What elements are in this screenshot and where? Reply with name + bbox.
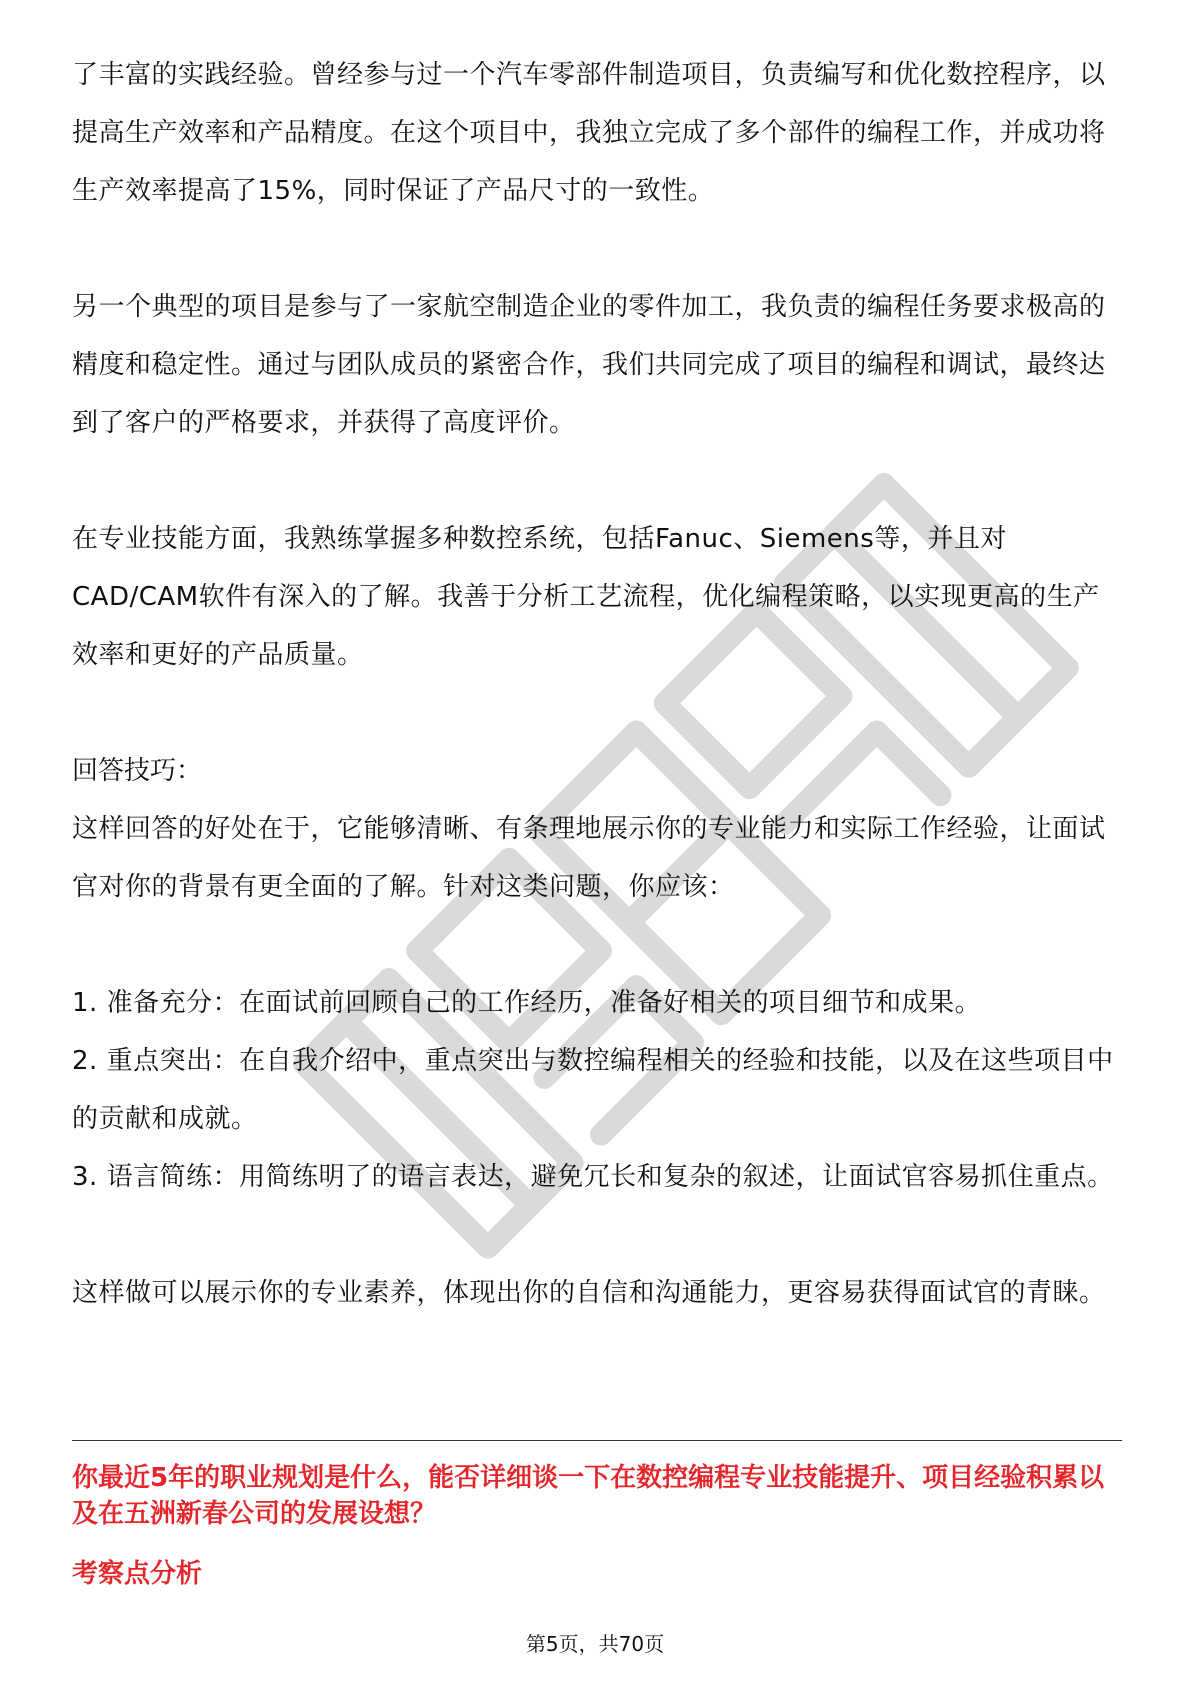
paragraph-project-auto: 了丰富的实践经验。曾经参与过一个汽车零部件制造项目，负责编写和优化数控程序，以提高生产效率和产品精度。在这个项目中，我独立完成了多个部件的编程工作，并成功将生产效率提高了15%，同时保证了产品尺寸的一致性。 [72, 60, 1106, 206]
tips-list-item: 3. 语言简练：用简练明了的语言表达，避免冗长和复杂的叙述，让面试官容易抓住重点。 [72, 1162, 1114, 1192]
analysis-section-title: 考察点分析 [72, 1559, 203, 1589]
next-question-heading: 你最近5年的职业规划是什么，能否详细谈一下在数控编程专业技能提升、项目经验积累以及在五洲新春公司的发展设想？ [72, 1463, 1105, 1529]
closing-paragraph: 这样做可以展示你的专业素养，体现出你的自信和沟通能力，更容易获得面试官的青睐。 [72, 1278, 1106, 1308]
paragraph-skills: 在专业技能方面，我熟练掌握多种数控系统，包括Fanuc、Siemens等，并且对CAD/CAM软件有深入的了解。我善于分析工艺流程，优化编程策略，以实现更高的生产效率和更好的产品质量。 [72, 524, 1100, 670]
paragraph-project-aviation: 另一个典型的项目是参与了一家航空制造企业的零件加工，我负责的编程任务要求极高的精度和稳定性。通过与团队成员的紧密合作，我们共同完成了项目的编程和调试，最终达到了客户的严格要求，并获得了高度评价。 [72, 292, 1106, 438]
tips-list-item: 2. 重点突出：在自我介绍中，重点突出与数控编程相关的经验和技能，以及在这些项目中的贡献和成就。 [72, 1046, 1114, 1134]
document-body [72, 46, 1122, 1322]
page-number-footer: 第5页，共70页 [525, 1632, 665, 1656]
section-divider [72, 1440, 1122, 1441]
tips-intro: 这样回答的好处在于，它能够清晰、有条理地展示你的专业能力和实际工作经验，让面试官对你的背景有更全面的了解。针对这类问题，你应该： [72, 814, 1106, 902]
tips-list-item: 1. 准备充分：在面试前回顾自己的工作经历，准备好相关的项目细节和成果。 [72, 988, 982, 1018]
tips-label: 回答技巧： [72, 756, 203, 786]
